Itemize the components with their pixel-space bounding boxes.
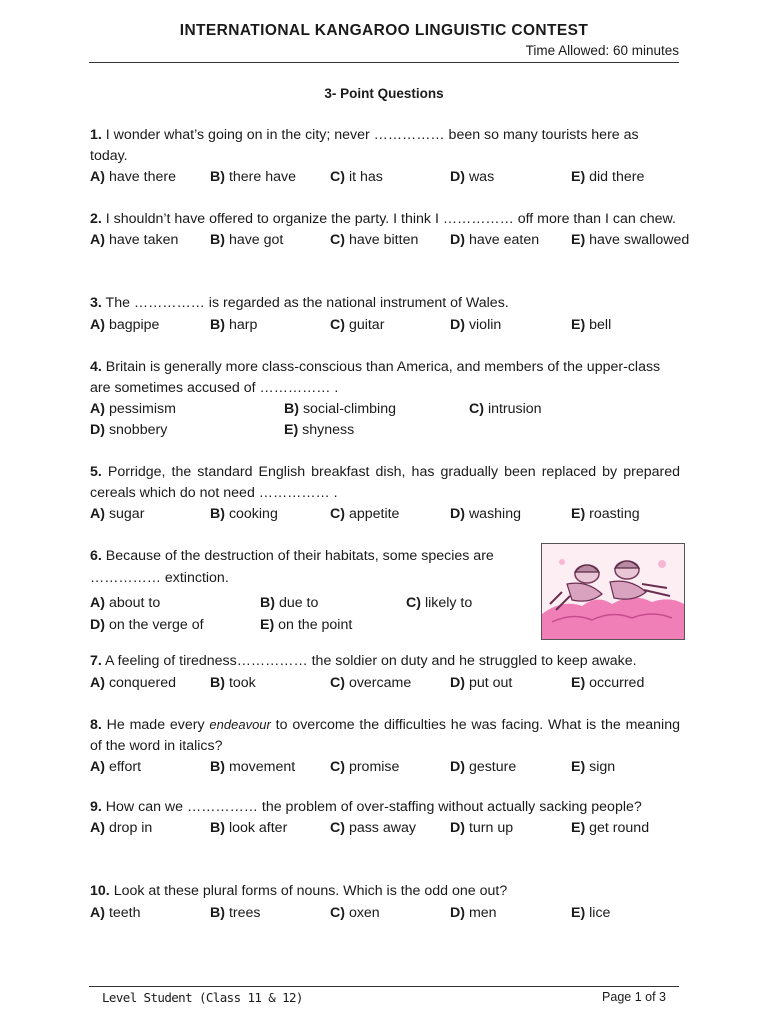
option-a[interactable]: A) drop in (90, 820, 153, 836)
section-title: 3- Point Questions (324, 86, 444, 101)
options-row (90, 593, 520, 615)
option-b[interactable]: B) look after (210, 820, 288, 836)
option-b[interactable]: B) have got (210, 232, 284, 248)
option-c[interactable]: C) oxen (330, 905, 380, 921)
soldiers-crawling-icon (542, 544, 684, 639)
options-row (90, 757, 680, 778)
footer-divider (89, 986, 679, 987)
option-d[interactable]: D) snobbery (90, 422, 168, 438)
question-7 (90, 651, 680, 694)
options-row (90, 504, 680, 525)
option-a[interactable]: A) pessimism (90, 401, 176, 417)
option-e[interactable]: E) sign (571, 759, 616, 775)
question-stem: 4. Britain is generally more class-conscious than America, and members of the upper-class are sometimes accused of …………… . (90, 359, 661, 396)
options-row (90, 315, 680, 336)
option-a[interactable]: A) have taken (90, 232, 179, 248)
option-e[interactable]: E) roasting (571, 506, 640, 522)
option-b[interactable]: B) harp (210, 317, 258, 333)
question-stem: 7. A feeling of tiredness…………… the soldier on duty and he struggled to keep awake. (90, 653, 637, 669)
option-c[interactable]: C) it has (330, 169, 383, 185)
question-6 (90, 545, 520, 637)
contest-title: INTERNATIONAL KANGAROO LINGUISTIC CONTEST (179, 22, 589, 39)
option-a[interactable]: A) conquered (90, 675, 176, 691)
option-c[interactable]: C) overcame (330, 675, 412, 691)
option-e[interactable]: E) occurred (571, 675, 645, 691)
question-5 (90, 462, 680, 525)
question-3 (90, 293, 680, 336)
option-e[interactable]: E) shyness (284, 422, 355, 438)
soldiers-illustration (541, 543, 685, 640)
option-c[interactable]: C) intrusion (469, 401, 542, 417)
option-e[interactable]: E) did there (571, 169, 645, 185)
option-c[interactable]: C) appetite (330, 506, 400, 522)
option-b[interactable]: B) social-climbing (284, 401, 396, 417)
option-d[interactable]: D) turn up (450, 820, 514, 836)
option-e[interactable]: E) on the point (260, 617, 353, 633)
option-c[interactable]: C) pass away (330, 820, 416, 836)
option-c[interactable]: C) likely to (406, 595, 473, 611)
option-d[interactable]: D) washing (450, 506, 521, 522)
options-row (90, 818, 680, 839)
option-e[interactable]: E) get round (571, 820, 650, 836)
question-stem: 10. Look at these plural forms of nouns. Which is the odd one out? (90, 883, 508, 899)
page-number: Page 1 of 3 (602, 990, 666, 1004)
question-stem: 9. How can we …………… the problem of over-staffing without actually sacking people? (90, 799, 642, 815)
time-allowed: Time Allowed: 60 minutes (525, 43, 679, 58)
option-e[interactable]: E) bell (571, 317, 612, 333)
options-row (90, 399, 680, 420)
option-a[interactable]: A) about to (90, 595, 161, 611)
option-d[interactable]: D) violin (450, 317, 502, 333)
option-b[interactable]: B) cooking (210, 506, 278, 522)
question-10 (90, 881, 680, 924)
option-d[interactable]: D) men (450, 905, 497, 921)
option-d[interactable]: D) was (450, 169, 495, 185)
option-c[interactable]: C) promise (330, 759, 400, 775)
option-a[interactable]: A) teeth (90, 905, 141, 921)
question-stem: 5. Porridge, the standard English breakfast dish, has gradually been replaced by prepared cereals which do not need …………… . (90, 464, 680, 501)
header-divider (89, 62, 679, 63)
italic-word: endeavour (209, 717, 271, 732)
question-9 (90, 797, 680, 839)
options-row (90, 673, 680, 694)
question-stem: 8. He made every endeavour to overcome the difficulties he was facing. What is the meaning of the word in italics? (90, 717, 680, 754)
option-b[interactable]: B) there have (210, 169, 296, 185)
question-8 (90, 714, 680, 778)
option-c[interactable]: C) guitar (330, 317, 385, 333)
option-b[interactable]: B) took (210, 675, 256, 691)
option-d[interactable]: D) on the verge of (90, 617, 204, 633)
option-b[interactable]: B) due to (260, 595, 319, 611)
option-a[interactable]: A) effort (90, 759, 142, 775)
options-row (90, 230, 690, 251)
question-stem: 2. I shouldn’t have offered to organize the party. I think I …………… off more than I can chew. (90, 211, 676, 227)
question-4 (90, 357, 680, 441)
option-c[interactable]: C) have bitten (330, 232, 419, 248)
option-a[interactable]: A) bagpipe (90, 317, 160, 333)
option-d[interactable]: D) put out (450, 675, 513, 691)
option-a[interactable]: A) sugar (90, 506, 145, 522)
option-e[interactable]: E) lice (571, 905, 611, 921)
option-a[interactable]: A) have there (90, 169, 176, 185)
options-row (90, 420, 680, 441)
question-2 (90, 209, 690, 251)
options-row (90, 903, 680, 924)
option-b[interactable]: B) movement (210, 759, 296, 775)
option-d[interactable]: D) have eaten (450, 232, 540, 248)
option-b[interactable]: B) trees (210, 905, 261, 921)
option-e[interactable]: E) have swallowed (571, 232, 690, 248)
question-stem: 6. Because of the destruction of their habitats, some species are …………… extinction. (90, 548, 494, 586)
question-1 (90, 125, 680, 188)
question-stem: 3. The …………… is regarded as the national instrument of Wales. (90, 295, 509, 311)
question-stem: 1. I wonder what’s going on in the city; never …………… been so many tourists here as today. (90, 127, 639, 164)
options-row (90, 167, 680, 188)
options-row (90, 615, 520, 637)
footer-level: Level Student (Class 11 & 12) (102, 990, 303, 1005)
option-d[interactable]: D) gesture (450, 759, 517, 775)
